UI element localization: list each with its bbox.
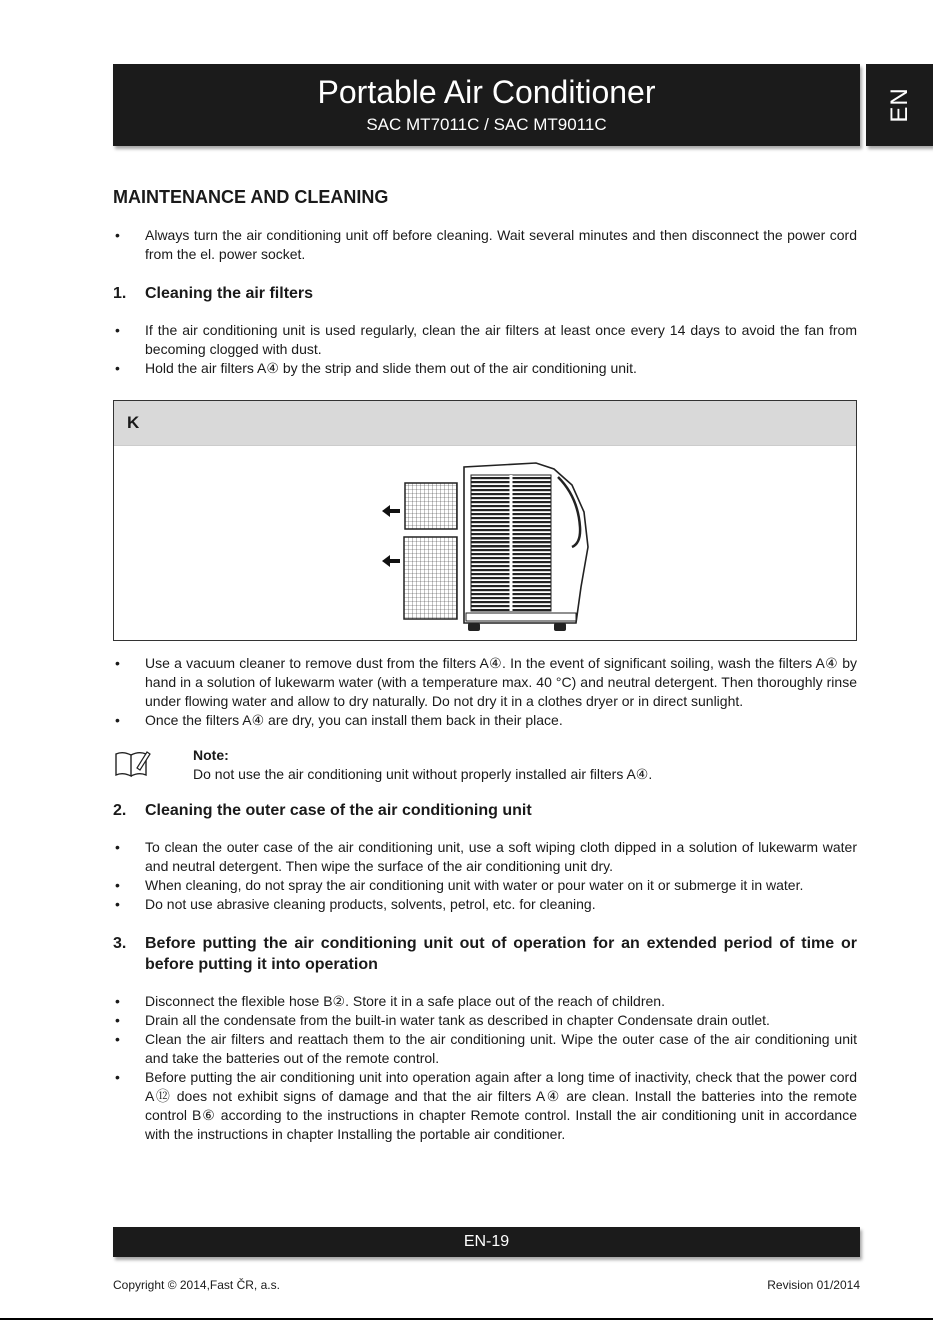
list-item: • Before putting the air conditioning unit into operation again after a long time of inactivity, check that the power cord A⑫ does not exhibit signs of damage and that the air filters A④ are clean. Install the batteries into the remote control B⑥ according to the instructions in chapter Remote control. Install the air conditioning unit in accordance with the instructions in chapter Installing the portable air conditioner. bbox=[113, 1068, 857, 1144]
section-heading bbox=[113, 800, 857, 821]
intro-list bbox=[113, 226, 857, 264]
list-item: • To clean the outer case of the air conditioning unit, use a soft wiping cloth dipped in a solution of lukewarm water and neutral detergent. Then wipe the surface of the air conditioning unit dry. bbox=[113, 838, 857, 876]
model-subtitle: SAC MT7011C / SAC MT9011C bbox=[366, 115, 607, 134]
list-item: • Once the filters A④ are dry, you can install them back in their place. bbox=[113, 711, 857, 730]
section-heading bbox=[113, 283, 857, 304]
list-item: • Drain all the condensate from the built-in water tank as described in chapter Condensate drain outlet. bbox=[113, 1011, 857, 1030]
arrow-left-icon bbox=[382, 505, 400, 567]
lower-filter bbox=[404, 537, 457, 619]
list-item: • Disconnect the flexible hose B②. Store it in a safe place out of the reach of children. bbox=[113, 992, 857, 1011]
list-item: • If the air conditioning unit is used regularly, clean the air filters at least once every 14 days to avoid the fan from becoming clogged with dust. bbox=[113, 321, 857, 359]
figure-header bbox=[114, 401, 856, 446]
language-tab bbox=[866, 64, 933, 146]
upper-filter bbox=[405, 483, 457, 529]
list-item: • When cleaning, do not spray the air conditioning unit with water or pour water on it or submerge it in water. bbox=[113, 876, 857, 895]
bottom-rule bbox=[0, 1318, 933, 1320]
section-heading bbox=[113, 933, 857, 975]
figure-label: K bbox=[127, 413, 140, 432]
document-title: Portable Air Conditioner bbox=[317, 74, 656, 110]
air-conditioner-unit bbox=[464, 463, 588, 631]
copyright-text: Copyright © 2014,Fast ČR, a.s. bbox=[113, 1278, 280, 1292]
list-item: • Clean the air filters and reattach them to the air conditioning unit. Wipe the outer case of the air conditioning unit and take the batteries out of the remote control. bbox=[113, 1030, 857, 1068]
section-number: 3. bbox=[113, 935, 127, 952]
list-item: • Do not use abrasive cleaning products, solvents, petrol, etc. for cleaning. bbox=[113, 895, 857, 914]
list-item: • Always turn the air conditioning unit off before cleaning. Wait several minutes and then disconnect the power cord from the el. power socket. bbox=[113, 226, 857, 264]
language-label: EN bbox=[885, 87, 913, 123]
revision-text: Revision 01/2014 bbox=[767, 1278, 860, 1292]
section-list bbox=[113, 321, 857, 378]
notebook-icon bbox=[113, 748, 151, 780]
air-conditioner-filter-illustration bbox=[376, 457, 596, 635]
section-title: Before putting the air conditioning unit out of operation for an extended period of time or before putting it into operation bbox=[145, 935, 857, 973]
section-title: Cleaning the outer case of the air conditioning unit bbox=[145, 802, 532, 819]
note-text: Do not use the air conditioning unit without properly installed air filters A④. bbox=[193, 766, 653, 782]
section-number: 1. bbox=[113, 285, 127, 302]
list-item: • Use a vacuum cleaner to remove dust from the filters A④. In the event of significant soiling, wash the filters A④ by hand in a solution of lukewarm water (with a temperature max. 40 °C) and neutral detergent. Then thoroughly rinse under flowing water and allow to dry naturally. Do not dry it in a clothes dryer or in direct sunlight. bbox=[113, 654, 857, 711]
section-list bbox=[113, 992, 857, 1144]
section-number: 2. bbox=[113, 802, 127, 819]
page-number: EN-19 bbox=[463, 1233, 510, 1250]
page-header bbox=[113, 64, 860, 146]
page-number-bar bbox=[113, 1227, 860, 1257]
section-list bbox=[113, 654, 857, 730]
note-label: Note: bbox=[193, 747, 229, 763]
main-heading: MAINTENANCE AND CLEANING bbox=[113, 187, 389, 207]
section-list bbox=[113, 838, 857, 914]
figure-k bbox=[113, 400, 857, 641]
list-item: • Hold the air filters A④ by the strip and slide them out of the air conditioning unit. bbox=[113, 359, 857, 378]
page-content bbox=[113, 186, 857, 1144]
note-box bbox=[113, 746, 857, 784]
section-title: Cleaning the air filters bbox=[145, 285, 314, 302]
